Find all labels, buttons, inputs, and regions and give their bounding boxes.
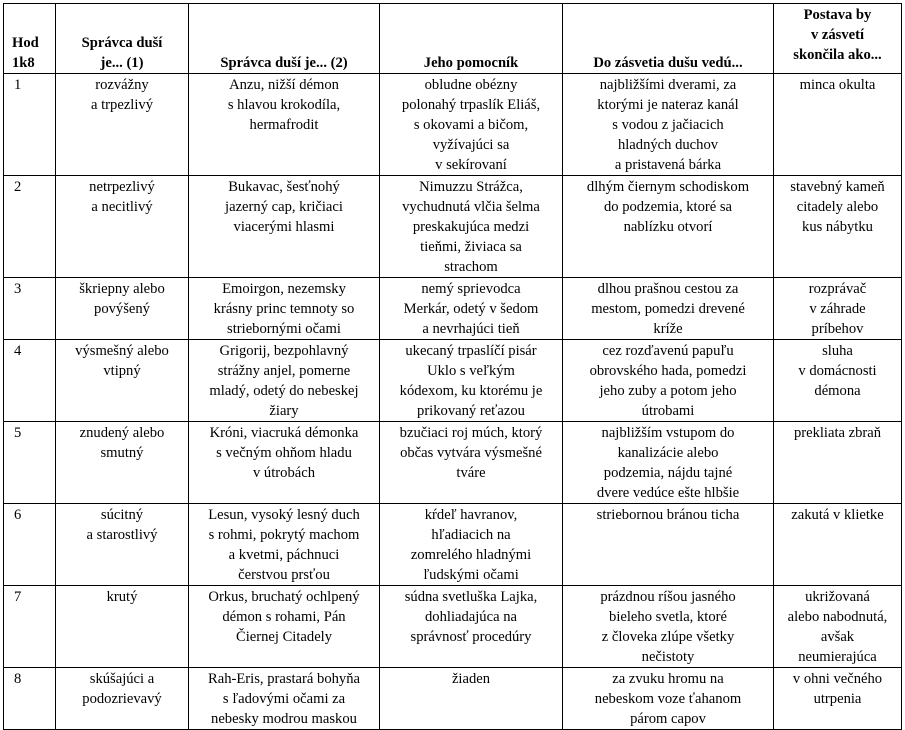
cell-path: cez rozďavenú papuľu obrovského hada, pomedzi jeho zuby a potom jeho útrobami bbox=[563, 340, 774, 422]
cell-keeper: Króni, viacruká démonka s večným ohňom hladu v útrobách bbox=[189, 422, 380, 504]
table-row bbox=[4, 668, 902, 730]
cell-keeper: Rah-Eris, prastará bohyňa s ľadovými očami za nebesky modrou maskou bbox=[189, 668, 380, 730]
cell-fate: stavebný kameň citadely alebo kus nábytku bbox=[774, 176, 902, 278]
cell-keeper: Lesun, vysoký lesný duch s rohmi, pokrytý machom a kvetmi, páchnuci čerstvou prsťou bbox=[189, 504, 380, 586]
cell-roll: 3 bbox=[4, 278, 56, 340]
cell-roll: 8 bbox=[4, 668, 56, 730]
table-row bbox=[4, 74, 902, 176]
cell-trait: skúšajúci a podozrievavý bbox=[56, 668, 189, 730]
header-trait-2: Správca duší je... (2) bbox=[189, 4, 380, 74]
cell-keeper: Orkus, bruchatý ochlpený démon s rohami, Pán Čiernej Citadely bbox=[189, 586, 380, 668]
cell-fate: minca okulta bbox=[774, 74, 902, 176]
cell-fate: prekliata zbraň bbox=[774, 422, 902, 504]
cell-path: striebornou bránou ticha bbox=[563, 504, 774, 586]
header-trait-1: Správca duší je... (1) bbox=[56, 4, 189, 74]
cell-fate: v ohni večného utrpenia bbox=[774, 668, 902, 730]
cell-keeper: Anzu, nižší démon s hlavou krokodíla, hermafrodit bbox=[189, 74, 380, 176]
cell-path: za zvuku hromu na nebeskom voze ťahanom párom capov bbox=[563, 668, 774, 730]
table-row bbox=[4, 176, 902, 278]
table-row bbox=[4, 422, 902, 504]
cell-helper: žiaden bbox=[380, 668, 563, 730]
cell-path: dlhou prašnou cestou za mestom, pomedzi drevené kríže bbox=[563, 278, 774, 340]
cell-fate: zakutá v klietke bbox=[774, 504, 902, 586]
header-path: Do zásvetia dušu vedú... bbox=[563, 4, 774, 74]
table-container bbox=[3, 3, 902, 730]
cell-keeper: Grigorij, bezpohlavný strážny anjel, pomerne mladý, odetý do nebeskej žiary bbox=[189, 340, 380, 422]
cell-fate: ukrižovaná alebo nabodnutá, avšak neumierajúca bbox=[774, 586, 902, 668]
header-row bbox=[4, 4, 902, 74]
cell-helper: kŕdeľ havranov, hľadiacich na zomrelého hladnými ľudskými očami bbox=[380, 504, 563, 586]
soul-keeper-table bbox=[3, 3, 902, 730]
cell-trait: krutý bbox=[56, 586, 189, 668]
cell-trait: škriepny alebo povýšený bbox=[56, 278, 189, 340]
table-row bbox=[4, 340, 902, 422]
cell-helper: obludne obézny polonahý trpaslík Eliáš, s okovami a bičom, vyžívajúci sa v sekírovaní bbox=[380, 74, 563, 176]
cell-path: prázdnou ríšou jasného bieleho svetla, ktoré z človeka zlúpe všetky nečistoty bbox=[563, 586, 774, 668]
table-row bbox=[4, 504, 902, 586]
header-roll: Hod 1k8 bbox=[4, 4, 56, 74]
table-row bbox=[4, 278, 902, 340]
cell-fate: rozprávač v záhrade príbehov bbox=[774, 278, 902, 340]
cell-roll: 2 bbox=[4, 176, 56, 278]
cell-helper: nemý sprievodca Merkár, odetý v šedom a nevrhajúci tieň bbox=[380, 278, 563, 340]
cell-roll: 4 bbox=[4, 340, 56, 422]
cell-trait: netrpezlivý a necitlivý bbox=[56, 176, 189, 278]
cell-trait: výsmešný alebo vtipný bbox=[56, 340, 189, 422]
cell-fate: sluha v domácnosti démona bbox=[774, 340, 902, 422]
cell-helper: Nimuzzu Strážca, vychudnutá vlčia šelma preskakujúca medzi tieňmi, živiaca sa strachom bbox=[380, 176, 563, 278]
cell-trait: rozvážny a trpezlivý bbox=[56, 74, 189, 176]
cell-helper: bzučiaci roj múch, ktorý občas vytvára výsmešné tváre bbox=[380, 422, 563, 504]
cell-roll: 1 bbox=[4, 74, 56, 176]
header-fate: Postava by v zásvetí skončila ako... bbox=[774, 4, 902, 74]
table-row bbox=[4, 586, 902, 668]
cell-trait: znudený alebo smutný bbox=[56, 422, 189, 504]
cell-keeper: Emoirgon, nezemsky krásny princ temnoty so striebornými očami bbox=[189, 278, 380, 340]
cell-path: najbližším vstupom do kanalizácie alebo podzemia, nájdu tajné dvere vedúce ešte hlbšie bbox=[563, 422, 774, 504]
cell-roll: 5 bbox=[4, 422, 56, 504]
cell-roll: 7 bbox=[4, 586, 56, 668]
cell-path: najbližšími dverami, za ktorými je nateraz kanál s vodou z jačiacich hladných duchov a pristavená bárka bbox=[563, 74, 774, 176]
cell-roll: 6 bbox=[4, 504, 56, 586]
header-helper: Jeho pomocník bbox=[380, 4, 563, 74]
cell-helper: súdna svetluška Lajka, dohliadajúca na správnosť procedúry bbox=[380, 586, 563, 668]
cell-keeper: Bukavac, šesťnohý jazerný cap, kričiaci viacerými hlasmi bbox=[189, 176, 380, 278]
cell-path: dlhým čiernym schodiskom do podzemia, ktoré sa nablízku otvorí bbox=[563, 176, 774, 278]
cell-helper: ukecaný trpaslíčí pisár Uklo s veľkým kódexom, ku ktorému je prikovaný reťazou bbox=[380, 340, 563, 422]
cell-trait: súcitný a starostlivý bbox=[56, 504, 189, 586]
